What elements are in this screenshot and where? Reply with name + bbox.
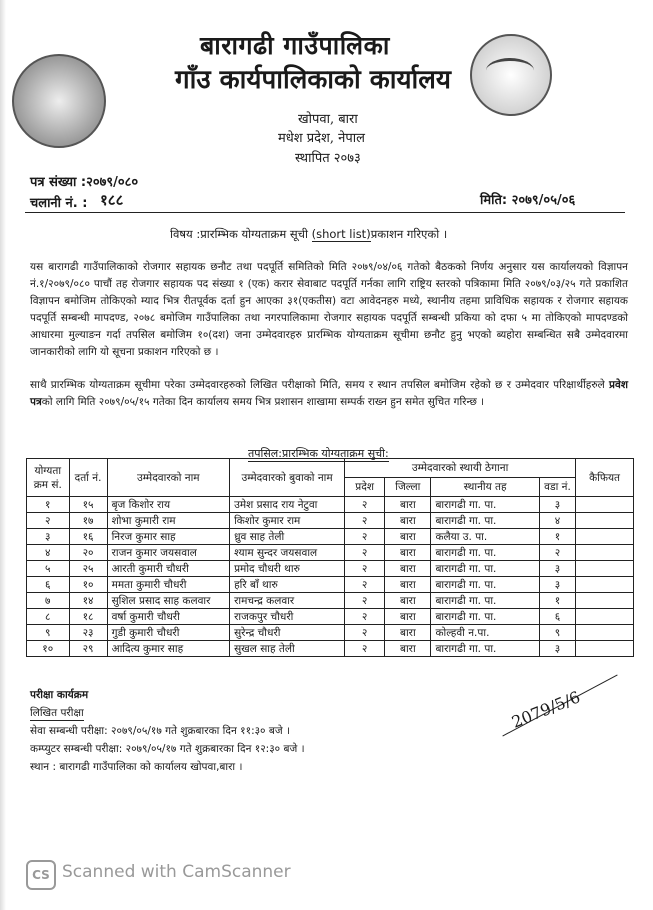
col-name: उम्मेदवारको नाम — [107, 459, 230, 497]
scan-edge-shadow — [0, 0, 6, 910]
camscanner-watermark: Scanned with CamScanner — [62, 862, 291, 882]
cell-name: गुडी कुमारी चौधरी — [107, 625, 230, 641]
cell-local: बारागढी गा. पा. — [431, 561, 540, 577]
table-row — [27, 545, 634, 561]
table-row — [27, 593, 634, 609]
cell-local: कोल्हवी न.पा. — [431, 625, 540, 641]
cell-remarks — [576, 545, 634, 561]
cell-reg: १६ — [69, 529, 107, 545]
cell-reg: २५ — [69, 561, 107, 577]
cell-local: बारागढी गा. पा. — [431, 497, 540, 513]
table-row — [27, 625, 634, 641]
cell-father: राजकपुर चौधरी — [230, 609, 345, 625]
cell-father: उमेश प्रसाद राय नेटुवा — [230, 497, 345, 513]
body-paragraph-2: साथै प्रारम्भिक योग्यताक्रम सूचीमा परेका उम्मेदवारहरुको लिखित परीक्षाको मिति, समय र स्थान तपसिल बमोजिम रहेको छ र उम्मेदवार परिक्षार्थीहरुले प्रवेश पत्रको लागि मिति २०७९/०५/१५ गतेका दिन कार्यालय समय भित्र प्रशासन शाखामा सम्पर्क राख्न हुन समेत सुचित गरिन्छ । — [30, 379, 628, 408]
table-row — [27, 529, 634, 545]
cell-rank: १ — [27, 497, 70, 513]
cell-province: २ — [345, 625, 385, 641]
table-row — [27, 513, 634, 529]
cell-ward: २ — [539, 545, 575, 561]
cell-name: सुशिल प्रसाद साह कलवार — [107, 593, 230, 609]
exam-line-2: कम्प्युटर सम्बन्धी परीक्षा: २०७९/०५/१७ गते शुक्रबारका दिन १२:३० बजे । — [30, 743, 305, 755]
cell-reg: २९ — [69, 641, 107, 657]
cell-ward: ४ — [539, 513, 575, 529]
org-name: बारागढी गाउँपालिका — [200, 31, 390, 60]
cell-local: बारागढी गा. पा. — [431, 641, 540, 657]
cell-district: बारा — [385, 513, 431, 529]
cell-remarks — [576, 513, 634, 529]
cell-district: बारा — [385, 529, 431, 545]
table-row — [27, 609, 634, 625]
subject-line: विषय :प्रारम्भिक योग्यताक्रम सूची (short list)प्रकाशन गरिएको । — [170, 227, 448, 241]
cell-reg: १५ — [69, 497, 107, 513]
cell-district: बारा — [385, 609, 431, 625]
col-district: जिल्ला — [385, 478, 431, 497]
cell-ward: ६ — [539, 609, 575, 625]
col-remarks: कैफियत — [576, 459, 634, 497]
col-father: उम्मेदवारको बुवाको नाम — [230, 459, 345, 497]
address-line1: खोपवा, बारा — [298, 112, 358, 127]
cell-local: कलैया उ. पा. — [431, 529, 540, 545]
signature-date: 2079/5/6 — [509, 687, 583, 732]
cell-name: राजन कुमार जयसवाल — [107, 545, 230, 561]
miti: मिति: २०७९/०५/०६ — [480, 193, 576, 208]
cell-province: २ — [345, 593, 385, 609]
cell-remarks — [576, 609, 634, 625]
cell-local: बारागढी गा. पा. — [431, 545, 540, 561]
cell-name: आदित्य कुमार साह — [107, 641, 230, 657]
cell-name: वर्षा कुमारी चौधरी — [107, 609, 230, 625]
exam-line-1: सेवा सम्बन्धी परीक्षा: २०७९/०५/१७ गते शुक्रबारका दिन ११:३० बजे । — [30, 725, 290, 737]
cell-province: २ — [345, 545, 385, 561]
cell-remarks — [576, 577, 634, 593]
established-line: स्थापित २०७३ — [295, 151, 361, 166]
cell-province: २ — [345, 561, 385, 577]
cell-ward: १ — [539, 529, 575, 545]
cell-ward: ९ — [539, 625, 575, 641]
cell-ward: ३ — [539, 497, 575, 513]
cell-province: २ — [345, 641, 385, 657]
cell-remarks — [576, 625, 634, 641]
col-local: स्थानीय तह — [431, 478, 540, 497]
cell-reg: २३ — [69, 625, 107, 641]
cell-remarks — [576, 497, 634, 513]
cell-name: शोभा कुमारी राम — [107, 513, 230, 529]
cell-remarks — [576, 561, 634, 577]
cell-province: २ — [345, 577, 385, 593]
cell-father: सुरेन्द्र चौधरी — [230, 625, 345, 641]
table-row — [27, 641, 634, 657]
cell-district: बारा — [385, 545, 431, 561]
cell-father: प्रमोद चौधरी थारु — [230, 561, 345, 577]
cell-father: रामचन्द्र कलवार — [230, 593, 345, 609]
cell-district: बारा — [385, 497, 431, 513]
exam-line-3: स्थान : बारागढी गाउँपालिका को कार्यालय खोपवा,बारा । — [30, 761, 243, 773]
cell-province: २ — [345, 513, 385, 529]
cell-remarks — [576, 641, 634, 657]
camscanner-logo: CS — [26, 860, 56, 890]
cell-father: ध्रुव साह तेली — [230, 529, 345, 545]
cell-reg: १० — [69, 577, 107, 593]
cell-remarks — [576, 529, 634, 545]
header-divider — [25, 212, 625, 213]
cell-rank: ३ — [27, 529, 70, 545]
col-rank: योग्यता क्रम सं. — [27, 459, 70, 497]
cell-ward: ३ — [539, 641, 575, 657]
nepal-emblem-logo — [12, 54, 106, 148]
cell-local: बारागढी गा. पा. — [431, 593, 540, 609]
cell-name: बृज किशोर राय — [107, 497, 230, 513]
cell-rank: १० — [27, 641, 70, 657]
table-row — [27, 497, 634, 513]
cell-local: बारागढी गा. पा. — [431, 513, 540, 529]
table-title: तपसिल:प्रारम्भिक योग्यताक्रम सुची: — [248, 447, 389, 460]
cell-province: २ — [345, 529, 385, 545]
patra-sankhya: पत्र संख्या :२०७९/०८० — [30, 175, 139, 190]
address-line2: मधेश प्रदेश, नेपाल — [278, 131, 365, 146]
cell-district: बारा — [385, 577, 431, 593]
candidate-table — [26, 458, 634, 657]
body-paragraph-1: यस बारागढी गाउँपालिकाको रोजगार सहायक छनौट तथा पदपूर्ति समितिको मिति २०७९/०४/०६ गतेको बैठकको निर्णय अनुसार यस कार्यालयको विज्ञापन नं.१/२०७९/०८० पाचौं तह रोजगार सहायक पद संख्या १ (एक) करार सेवाबाट पदपूर्ति गर्नका लागि राष्ट्रिय स्तरको पत्रिकामा मिति २०७९/०३/२५ गते प्रकाशित विज्ञापन बमोजिम तोकिएको म्याद भित्र रीतपूर्वक दर्ता हुन आएका ३१(एकतीस) वटा आवेदनहरु मध्ये, स्थानीय तहमा प्राविधिक सहायक र रोजगार सहायक पदपूर्ति सम्बन्धी मापदण्ड, २०७८ बमोजिम गाउँपालिका तथा नगरपालिकामा रोजगार सहायक पदपूर्ति सम्बन्धी प्रकिया को दफा ५ मा तोकिएको मापदण्डको आधारमा मुल्याङन गर्दा तपसिल बमोजिम १०(दश) जना उम्मेदवारहरु प्रारम्भिक योग्यताक्रम सूचीमा छनौट हुनु भएको ब्यहोरा सम्बन्धित सबै उम्मेदवारमा जानकारीको लागि यो सूचना प्रकाशन गरिएको छ । — [30, 261, 628, 358]
cell-district: बारा — [385, 625, 431, 641]
col-province: प्रदेश — [345, 478, 385, 497]
cell-district: बारा — [385, 641, 431, 657]
municipality-logo — [470, 34, 552, 116]
cell-reg: २० — [69, 545, 107, 561]
cell-reg: १४ — [69, 593, 107, 609]
chalani-label: चलानी नं. : — [30, 196, 88, 211]
office-name: गाँउ कार्यपालिकाको कार्यालय — [175, 65, 451, 95]
cell-name: ममता कुमारी चौधरी — [107, 577, 230, 593]
cell-remarks — [576, 593, 634, 609]
col-ward: वडा नं. — [539, 478, 575, 497]
cell-province: २ — [345, 497, 385, 513]
table-row — [27, 561, 634, 577]
chalani-number: १८८ — [100, 191, 124, 209]
table-row — [27, 577, 634, 593]
cell-father: श्याम सुन्दर जयसवाल — [230, 545, 345, 561]
cell-rank: ७ — [27, 593, 70, 609]
cell-local: बारागढी गा. पा. — [431, 609, 540, 625]
cell-name: आरती कुमारी चौधरी — [107, 561, 230, 577]
cell-name: निरज कुमार साह — [107, 529, 230, 545]
cell-local: बारागढी गा. पा. — [431, 577, 540, 593]
col-reg: दर्ता नं. — [69, 459, 107, 497]
cell-reg: १८ — [69, 609, 107, 625]
cell-rank: ६ — [27, 577, 70, 593]
col-address-group: उम्मेदवारको स्थायी ठेगाना — [345, 459, 576, 478]
cell-district: बारा — [385, 593, 431, 609]
cell-ward: ३ — [539, 561, 575, 577]
cell-rank: ८ — [27, 609, 70, 625]
cell-rank: ४ — [27, 545, 70, 561]
cell-father: किशोर कुमार राम — [230, 513, 345, 529]
cell-rank: ५ — [27, 561, 70, 577]
cell-reg: १७ — [69, 513, 107, 529]
cell-rank: २ — [27, 513, 70, 529]
exam-heading: परीक्षा कार्यक्रम — [30, 689, 89, 701]
cell-ward: ३ — [539, 577, 575, 593]
cell-district: बारा — [385, 561, 431, 577]
cell-province: २ — [345, 609, 385, 625]
cell-father: सुखल साह तेली — [230, 641, 345, 657]
exam-subheading: लिखित परीक्षा — [30, 707, 84, 719]
cell-rank: ९ — [27, 625, 70, 641]
cell-ward: १ — [539, 593, 575, 609]
cell-father: हरि बाँ थारु — [230, 577, 345, 593]
